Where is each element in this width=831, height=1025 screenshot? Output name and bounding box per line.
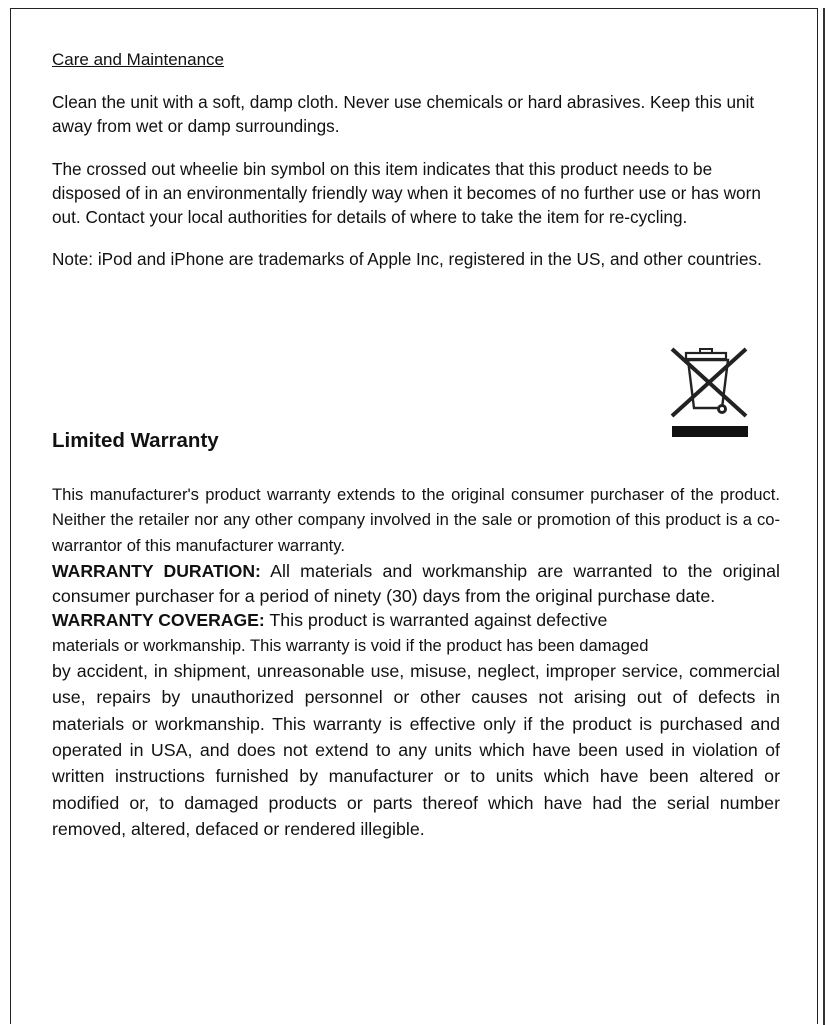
warranty-duration-paragraph [52,559,780,608]
warranty-title: Limited Warranty [52,429,219,452]
warranty-coverage-paragraph [52,608,780,844]
care-paragraph-disposal: The crossed out wheelie bin symbol on this item indicates that this product needs to be disposed of in an environmentally friendly way when it becomes of no further use or has worn out. Contact your local authorities for details of where to take the item for re-cycling. [52,158,761,228]
warranty-duration-text: All materials and workmanship are warranted to the original consumer purchaser for a period of ninety (30) days from the original purchase date. [52,561,781,606]
care-paragraph-cleaning: Clean the unit with a soft, damp cloth. Never use chemicals or hard abrasives. Keep this unit away from wet or damp surroundings. [52,92,755,137]
warranty-intro: This manufacturer's product warranty extends to the original consumer purchaser of the product. Neither the retailer nor any other company involved in the sale or promotion of this product is a co-warrantor of this manufacturer warranty. [52,485,780,555]
crossed-out-wheelie-bin-icon [666,346,752,440]
warranty-coverage-text-lead: This product is warranted against defective [264,610,608,631]
warranty-section [52,483,780,844]
warranty-duration-label: WARRANTY DURATION: [52,561,261,582]
care-section [52,48,782,290]
page-edge-divider [823,8,825,1025]
care-title: Care and Maintenance [52,50,225,69]
care-paragraph-trademark: Note: iPod and iPhone are trademarks of Apple Inc, registered in the US, and other countries. [52,249,762,270]
warranty-coverage-text-rest: by accident, in shipment, unreasonable use, misuse, neglect, improper service, commercial use, repairs by unauthorized personnel or other causes not arising out of defects in materials or workmanship. This warranty is effective only if the product is purchased and operated in USA, and does not extend to any units which have been used in violation of written instructions furnished by manufacturer or to units which have been altered or modified or, to damaged products or parts thereof which have had the serial number removed, altered, defaced or rendered illegible. [52,660,780,840]
warranty-coverage-text-small: materials or workmanship. This warranty is void if the product has been damaged [52,636,649,656]
warranty-coverage-label: WARRANTY COVERAGE: [52,610,265,631]
